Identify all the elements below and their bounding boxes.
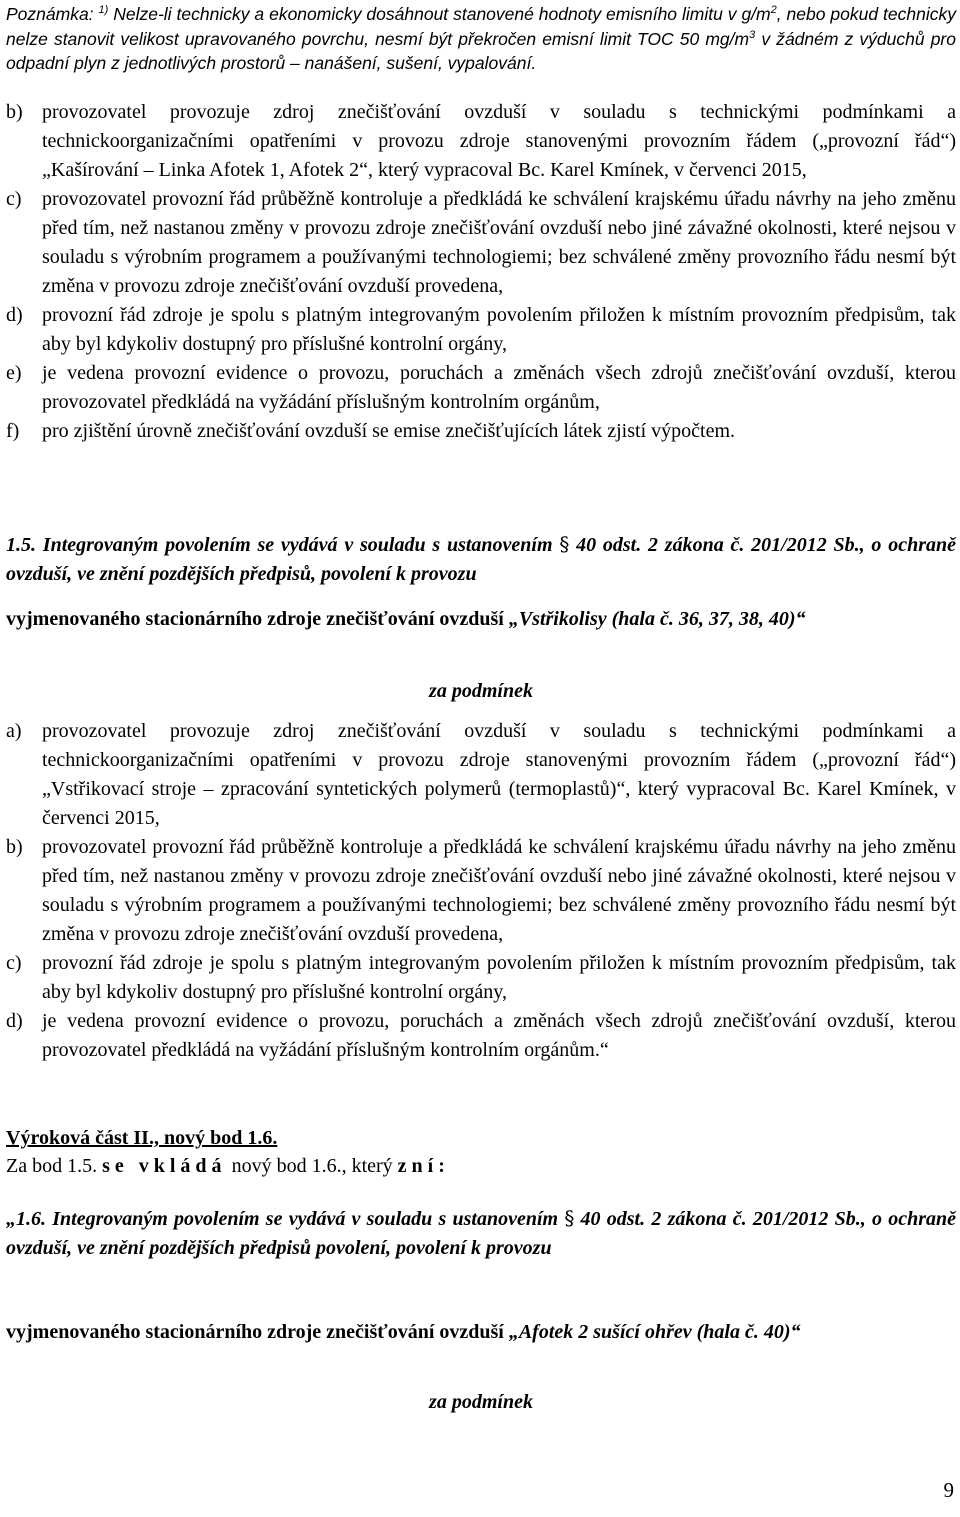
- list-item-text: pro zjištění úrovně znečišťování ovzduší se emise znečišťujících látek zjistí výpočtem.: [42, 420, 735, 442]
- footnote-text-3: v žádném z výduchů pro odpadní plyn z jednotlivých prostorů – nanášení, sušení, vypalování.: [6, 28, 956, 73]
- paragraph-symbol: §: [564, 1206, 575, 1230]
- list-item-label: d): [6, 1010, 23, 1032]
- page-number: 9: [943, 1478, 954, 1502]
- intro-emphasis-2: zní:: [397, 1155, 450, 1177]
- section-1-6-title: [6, 1204, 956, 1263]
- source-label: vyjmenovaného stacionárního zdroje znečišťování ovzduší: [6, 1321, 509, 1343]
- source-name: „Afotek 2 sušící ohřev (hala č. 40)“: [508, 1321, 801, 1343]
- list-item-label: c): [6, 952, 22, 974]
- list-item: [6, 417, 956, 446]
- conditions-list-1: [6, 98, 956, 446]
- list-item-text: provozovatel provozuje zdroj znečišťování ovzduší v souladu s technickými podmínkami a technickoorganizačními opatřeními v provozu zdroje stanovenými provozním řádem („provozní řád“) „Kašírování – Linka Afotek 1, Afotek 2“, který vypracoval Bc. Karel Kmínek, v červenci 2015,: [42, 101, 956, 181]
- list-item: [6, 359, 956, 417]
- section-1-6-title-part2: 40 odst. 2 zákona č. 201/2012 Sb., o ochraně ovzduší, ve znění pozdějších předpisů povolení, povolení k provozu: [6, 1208, 956, 1259]
- source-label: vyjmenovaného stacionárního zdroje znečišťování ovzduší: [6, 608, 509, 630]
- list-item: [6, 98, 956, 185]
- list-item-text: je vedena provozní evidence o provozu, poruchách a změnách všech zdrojů znečišťování ovzduší, kterou provozovatel předkládá na vyžádání příslušným kontrolním orgánům,: [42, 362, 956, 413]
- list-item-text: provozovatel provozní řád průběžně kontroluje a předkládá ke schválení krajskému úřadu návrhy na jeho změnu před tím, než nastanou změny v provozu zdroje znečišťování ovzduší nebo jiné závažné okolnosti, které nejsou v souladu s výrobním programem a používanými technologiemi; bez schválené změny provozního řádu nesmí být změna v provozu zdroje znečišťování ovzduší provedena,: [42, 836, 956, 945]
- list-item-label: c): [6, 188, 22, 210]
- list-item: [6, 949, 956, 1007]
- list-item-label: e): [6, 362, 22, 384]
- list-item-label: a): [6, 720, 22, 742]
- list-item-text: je vedena provozní evidence o provozu, poruchách a změnách všech zdrojů znečišťování ovzduší, kterou provozovatel předkládá na vyžádání příslušným kontrolním orgánům.“: [42, 1010, 956, 1061]
- conditions-heading: za podmínek: [429, 1391, 533, 1413]
- list-item-text: provozní řád zdroje je spolu s platným integrovaným povolením přiložen k místním provozním předpisům, tak aby byl kdykoliv dostupný pro příslušné kontrolní orgány,: [42, 304, 956, 355]
- intro-text-1: Za bod 1.5.: [6, 1155, 103, 1177]
- list-item: [6, 185, 956, 301]
- list-item-label: f): [6, 420, 20, 442]
- section-heading: Výroková část II., nový bod 1.6.: [6, 1127, 278, 1149]
- list-item-text: provozní řád zdroje je spolu s platným integrovaným povolením přiložen k místním provozním předpisům, tak aby byl kdykoliv dostupný pro příslušné kontrolní orgány,: [42, 952, 956, 1003]
- list-item: [6, 833, 956, 949]
- footnote-prefix: Poznámka:: [6, 4, 99, 24]
- conditions-heading: za podmínek: [429, 680, 533, 702]
- intro-emphasis-1: se vkládá: [102, 1155, 227, 1177]
- footnote: [6, 2, 956, 76]
- footnote-text: Nelze-li technicky a ekonomicky dosáhnout stanovené hodnoty emisního limitu v g/m: [108, 4, 771, 24]
- paragraph-symbol: §: [559, 532, 570, 556]
- list-item-label: b): [6, 101, 23, 123]
- footnote-marker: 1): [98, 4, 109, 17]
- list-item: [6, 717, 956, 833]
- section-intro: [6, 1152, 956, 1181]
- section-1-6-source: [6, 1318, 956, 1347]
- list-item-label: b): [6, 836, 23, 858]
- list-item: [6, 301, 956, 359]
- source-name: „Vstřikolisy (hala č. 36, 37, 38, 40)“: [508, 608, 806, 630]
- section-1-5-title-part2: 40 odst. 2 zákona č. 201/2012 Sb., o ochraně ovzduší, ve znění pozdějších předpisů, povolení k provozu: [6, 534, 956, 585]
- list-item-label: d): [6, 304, 23, 326]
- footnote-text-2: , nebo pokud technicky nelze stanovit velikost upravovaného povrchu, nesmí být překročen emisní limit TOC 50 mg/m: [6, 4, 957, 49]
- list-item-text: provozovatel provozní řád průběžně kontroluje a předkládá ke schválení krajskému úřadu návrhy na jeho změnu před tím, než nastanou změny v provozu zdroje znečišťování ovzduší nebo jiné závažné okolnosti, které nejsou v souladu s výrobním programem a používanými technologiemi; bez schválené změny provozního řádu nesmí být změna v provozu zdroje znečišťování ovzduší provedena,: [42, 188, 956, 297]
- list-item-text: provozovatel provozuje zdroj znečišťování ovzduší v souladu s technickými podmínkami a technickoorganizačními opatřeními v provozu zdroje stanovenými provozním řádem („provozní řád“) „Vstřikovací stroje – zpracování syntetických polymerů (termoplastů)“, který vypracoval Bc. Karel Kmínek, v červenci 2015,: [42, 720, 956, 829]
- list-item: [6, 1007, 956, 1065]
- section-1-5-title: [6, 530, 956, 589]
- intro-text-2: nový bod 1.6., který: [226, 1155, 398, 1177]
- footnote-exp3: 3: [749, 28, 756, 41]
- section-1-5-source: [6, 605, 956, 634]
- section-1-5-title-part1: 1.5. Integrovaným povolením se vydává v souladu s ustanovením: [6, 534, 560, 556]
- section-1-6-title-part1: „1.6. Integrovaným povolením se vydává v souladu s ustanovením: [6, 1208, 565, 1230]
- conditions-list-2: [6, 717, 956, 1065]
- footnote-exp2: 2: [770, 4, 777, 17]
